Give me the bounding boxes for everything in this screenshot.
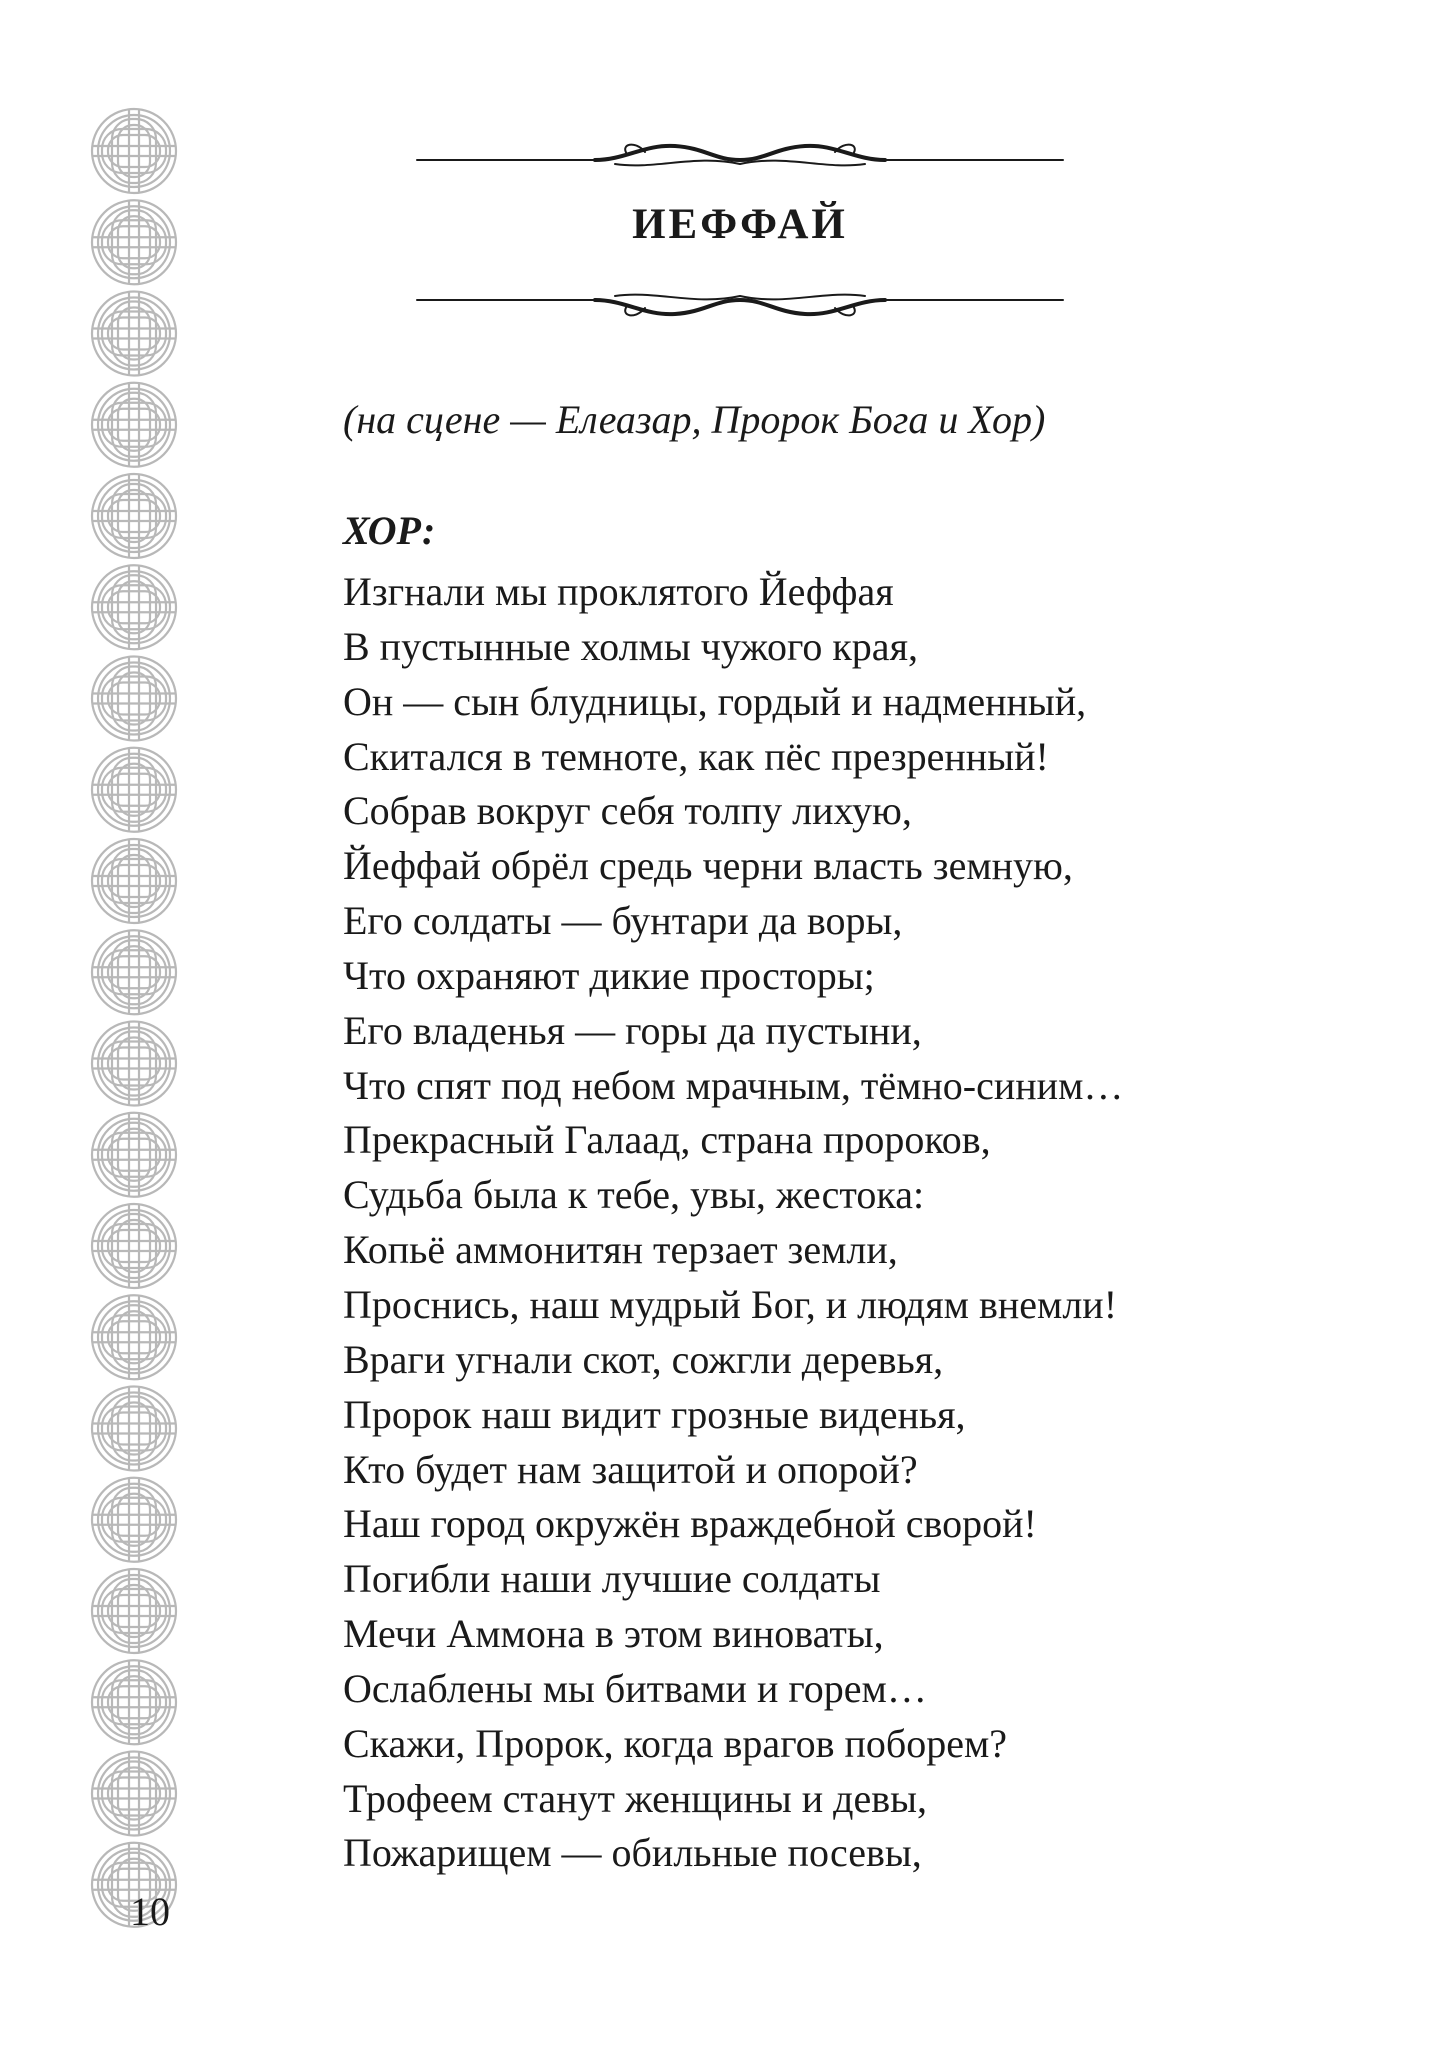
verse-line: Трофеем станут женщины и девы, (343, 1775, 928, 1821)
celtic-knot-icon (92, 1022, 176, 1106)
verse-line: Мечи Аммона в этом виноваты, (343, 1611, 884, 1657)
celtic-knot-icon (92, 1478, 176, 1562)
stage-direction: (на сцене — Елеазар, Пророк Бога и Хор) (343, 397, 1046, 442)
celtic-knot-icon (92, 1752, 176, 1836)
verse-line: Изгнали мы проклятого Йеффая (343, 569, 894, 614)
verse-line: Собрав вокруг себя толпу лихую, (343, 788, 912, 834)
celtic-knot-icon (92, 109, 176, 193)
celtic-knot-icon (92, 930, 176, 1014)
celtic-knot-icon (92, 1387, 176, 1471)
verse-line: Пожарищем — обильные посевы, (343, 1830, 922, 1876)
verse-line: Враги угнали скот, сожгли деревья, (343, 1336, 944, 1382)
page-number: 10 (130, 1889, 170, 1934)
celtic-knot-icon (92, 748, 176, 832)
celtic-knot-icon (92, 1204, 176, 1288)
celtic-knot-icon (92, 1569, 176, 1653)
top-ornament-divider (415, 130, 1065, 190)
celtic-knot-icon (92, 292, 176, 376)
verse-line: Проснись, наш мудрый Бог, и людям внемли! (343, 1281, 1118, 1327)
celtic-knot-icon (92, 474, 176, 558)
bottom-ornament-divider (415, 270, 1065, 330)
celtic-knot-icon (92, 839, 176, 923)
verse-line: Скитался в темноте, как пёс презренный! (343, 733, 1049, 779)
verse-line: Йеффай обрёл средь черни власть земную, (343, 843, 1073, 889)
verse-line: Его солдаты — бунтари да воры, (343, 898, 903, 944)
verse-line: Пророк наш видит грозные виденья, (343, 1391, 966, 1437)
verse-line: Ослаблены мы битвами и горем… (343, 1665, 927, 1711)
verse-lines (343, 565, 1123, 1881)
verse-line: Судьба была к тебе, увы, жестока: (343, 1172, 925, 1218)
celtic-knot-icon (92, 565, 176, 649)
verse-line: Что спят под небом мрачным, тёмно-синим… (343, 1062, 1124, 1108)
celtic-knot-icon (92, 200, 176, 284)
celtic-knot-border (88, 105, 180, 1930)
verse-line: Копьё аммонитян терзает земли, (343, 1227, 898, 1273)
celtic-knot-icon (92, 1113, 176, 1197)
verse-line: Что охраняют дикие просторы; (343, 952, 875, 998)
page-title: ИЕФФАЙ (632, 201, 848, 248)
celtic-knot-icon (92, 383, 176, 467)
verse-line: Погибли наши лучшие солдаты (343, 1556, 881, 1602)
verse-line: В пустынные холмы чужого края, (343, 623, 918, 669)
celtic-knot-icon (92, 657, 176, 741)
celtic-knot-icon (92, 1660, 176, 1744)
speaker-label: ХОР: (343, 508, 436, 553)
verse-line: Прекрасный Галаад, страна пророков, (343, 1117, 991, 1163)
verse-line: Кто будет нам защитой и опорой? (343, 1446, 918, 1492)
verse-line: Скажи, Пророк, когда врагов поборем? (343, 1720, 1008, 1766)
verse-line: Он — сын блудницы, гордый и надменный, (343, 678, 1087, 724)
celtic-knot-icon (92, 1295, 176, 1379)
verse-line: Наш город окружён враждебной сворой! (343, 1501, 1037, 1547)
verse-line: Его владенья — горы да пустыни, (343, 1007, 922, 1053)
